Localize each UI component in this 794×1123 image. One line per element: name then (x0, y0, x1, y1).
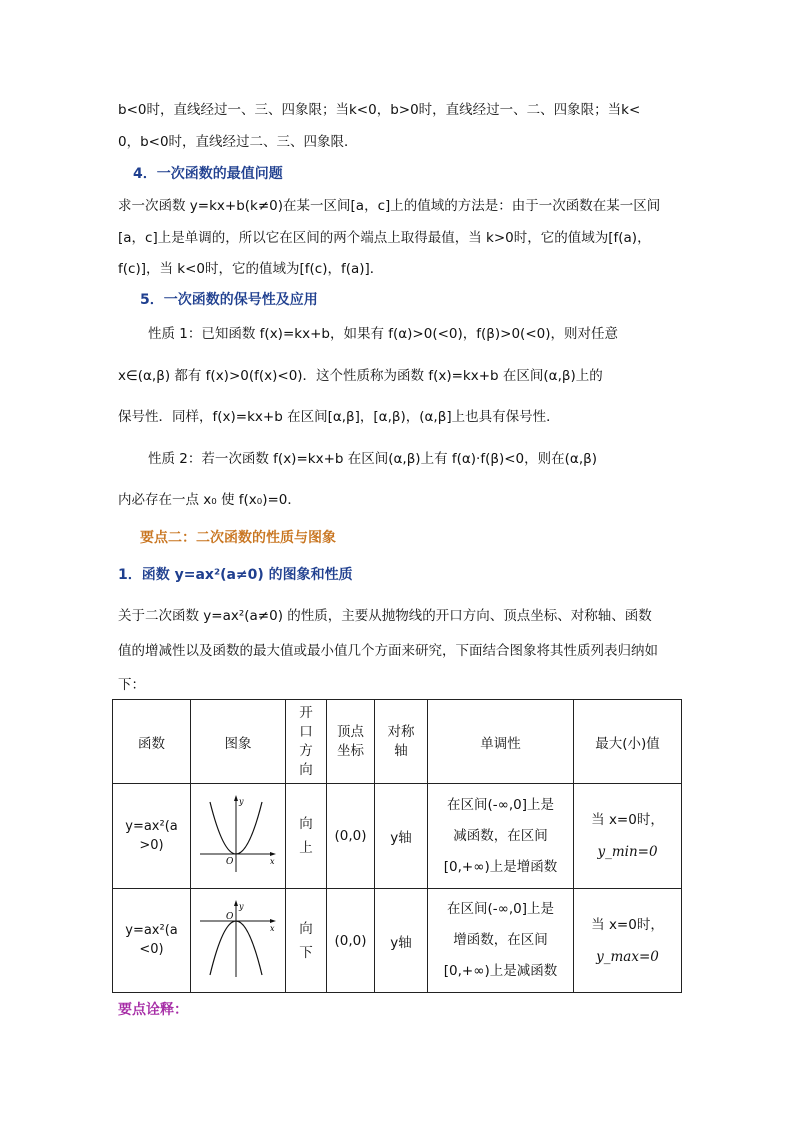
mono-line: [0,+∞)上是增函数 (443, 858, 558, 875)
text-line: 保号性．同样，f(x)=kx+b 在区间[α,β]，[α,β)，(α,β]上也具有保号性． (118, 409, 560, 425)
header-text: 开口方向 (299, 704, 313, 778)
graph-cell (191, 784, 286, 889)
text-line: f(c)]，当 k<0时，它的值域为[f(c)，f(a)]． (118, 261, 384, 277)
section-heading-5: 5．一次函数的保号性及应用 (140, 292, 318, 308)
axis-cell: y轴 (375, 889, 428, 993)
upward-parabola-graph (198, 794, 278, 874)
text-line: x∈(α,β) 都有 f(x)>0(f(x)<0)．这个性质称为函数 f(x)=kx+b 在区间(α,β)上的 (118, 368, 603, 384)
extremum-line: 当 x=0时， (591, 916, 664, 933)
y-axis-label: y (239, 901, 244, 911)
graph-cell (191, 889, 286, 993)
extremum-cell (574, 889, 682, 993)
text-line: 性质 1：已知函数 f(x)=kx+b，如果有 f(α)>0(<0)，f(β)>0(<0)，则对任意 (148, 326, 618, 342)
table-row (113, 784, 682, 889)
vertex-cell: (0,0) (327, 784, 375, 889)
extremum-value: y_max=0 (596, 948, 659, 965)
subsection-heading-1: 1．函数 y=ax²(a≠0) 的图象和性质 (118, 567, 353, 583)
table-row (113, 889, 682, 993)
key-note-heading: 要点诠释： (118, 1002, 188, 1018)
origin-label: O (226, 857, 234, 867)
mono-line: 减函数，在区间 (453, 827, 548, 844)
monotonicity-cell (428, 784, 574, 889)
header-cell: 最大(小)值 (574, 700, 682, 784)
header-cell (327, 700, 375, 784)
text-line: b<0时，直线经过一、三、四象限；当k<0，b>0时，直线经过一、二、四象限；当k< (118, 102, 641, 118)
key-point-heading: 要点二：二次函数的性质与图象 (140, 530, 336, 546)
header-text: 对称轴 (387, 723, 415, 759)
text-line: 求一次函数 y=kx+b(k≠0)在某一区间[a，c]上的值域的方法是：由于一次函数在某一区间 (118, 198, 661, 214)
x-axis-label: x (270, 857, 275, 866)
text-line: 内必存在一点 x₀ 使 f(x₀)=0． (118, 492, 301, 508)
text-line: 性质 2：若一次函数 f(x)=kx+b 在区间(α,β)上有 f(α)·f(β)<0，则在(α,β) (148, 451, 597, 467)
downward-parabola-graph (198, 899, 278, 979)
function-cell: y=ax²(a<0) (113, 889, 191, 993)
header-cell: 图象 (191, 700, 286, 784)
header-cell (286, 700, 327, 784)
text-line: [a，c]上是单调的，所以它在区间的两个端点上取得最值，当 k>0时，它的值域为[f(a)， (118, 230, 651, 246)
text-line: 关于二次函数 y=ax²(a≠0) 的性质，主要从抛物线的开口方向、顶点坐标、对称轴、函数 (118, 608, 652, 624)
mono-line: 增函数，在区间 (453, 932, 548, 948)
extremum-value: y_min=0 (597, 844, 658, 860)
header-cell: 函数 (113, 700, 191, 784)
header-cell (375, 700, 428, 784)
header-cell: 单调性 (428, 700, 574, 784)
section-heading-4: 4．一次函数的最值问题 (133, 166, 283, 182)
mono-line: [0,+∞)上是减函数 (443, 963, 558, 979)
extremum-line: 当 x=0时， (591, 812, 664, 828)
extremum-cell (574, 784, 682, 889)
mono-line: 在区间(-∞,0]上是 (446, 796, 555, 813)
text-line: 值的增减性以及函数的最大值或最小值几个方面来研究，下面结合图象将其性质列表归纳如 (118, 643, 658, 659)
opening-cell: 向上 (286, 784, 327, 889)
axis-cell: y轴 (375, 784, 428, 889)
mono-line: 在区间(-∞,0]上是 (446, 901, 555, 917)
opening-cell: 向下 (286, 889, 327, 993)
text-line: 0，b<0时，直线经过二、三、四象限． (118, 134, 358, 150)
x-axis-label: x (270, 923, 275, 933)
text-line: 下： (118, 677, 145, 693)
properties-table (112, 699, 682, 993)
vertex-cell: (0,0) (327, 889, 375, 993)
header-text: 顶点坐标 (337, 723, 364, 759)
y-axis-label: y (239, 797, 244, 806)
monotonicity-cell (428, 889, 574, 993)
table-header-row (113, 700, 682, 784)
function-cell: y=ax²(a>0) (113, 784, 191, 889)
origin-label: O (226, 911, 234, 922)
